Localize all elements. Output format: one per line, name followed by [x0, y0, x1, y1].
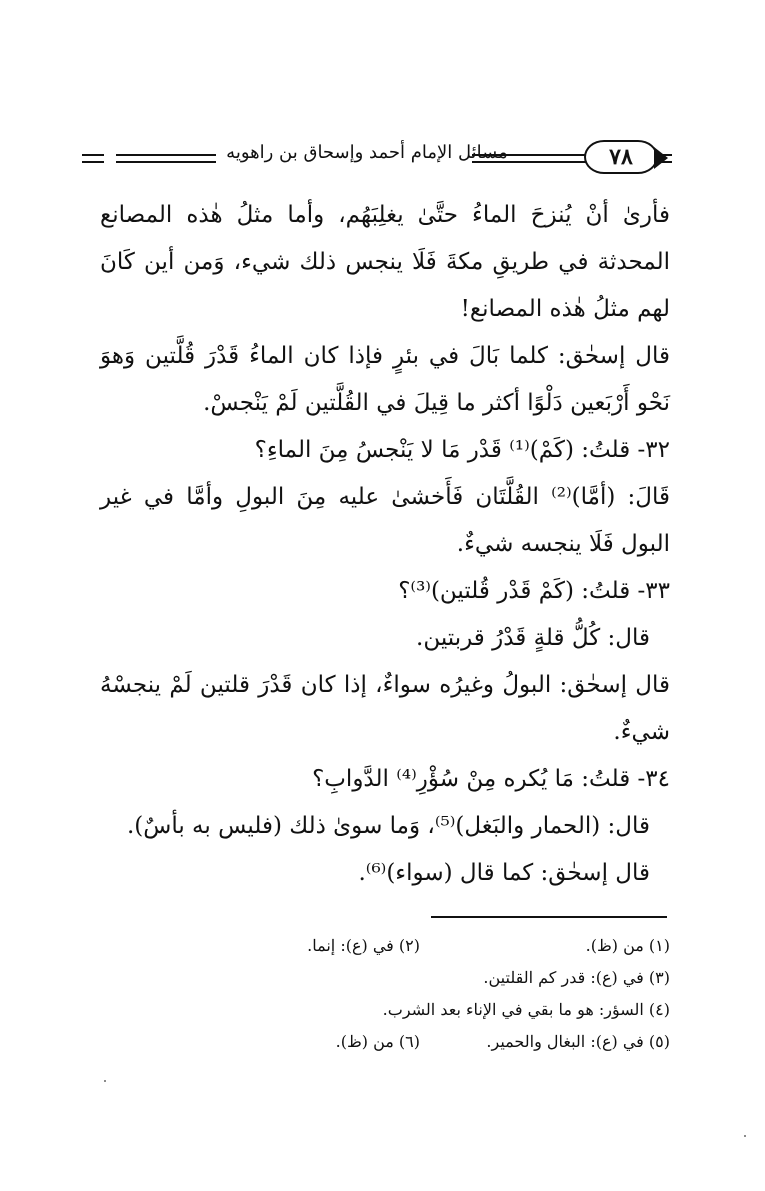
paragraph: قال إسحٰق: كما قال (سواء)⁽⁶⁾.: [358, 860, 650, 886]
paragraph: قال إسحٰق: كلما بَالَ في بئرٍ فإذا كان الماءُ قَدْرَ قُلَّتين وَهوَ نَحْو أَرْبَعين دَلْوًا أكثر ما قِيلَ في القُلَّتين لَمْ يَنْجسْ.: [100, 343, 670, 416]
question-34: ٣٤- قلتُ: مَا يُكره مِنْ سُؤْرِ⁽⁴⁾ الدَّوابِ؟: [312, 766, 670, 792]
footnote-row: [100, 930, 670, 962]
header-rule-left: [116, 154, 216, 163]
footnotes: [100, 930, 670, 1058]
footnote-1: (١) من (ظ).: [585, 936, 670, 955]
scan-speck: [104, 1080, 106, 1082]
footnote-row: [100, 994, 670, 1026]
footnote-2: (٢) في (ع): إنما.: [307, 936, 420, 955]
footnote-separator: [431, 916, 667, 918]
answer: قال: (الحمار والبَغل)⁽⁵⁾، وَما سوىٰ ذلك (فليس به بأسٌ).: [126, 813, 650, 839]
paragraph: فأرىٰ أنْ يُنزحَ الماءُ حتَّىٰ يغلِبَهُم، وأما مثلُ هٰذه المصانع المحدثة في طريقِ مكةَ فَلَا ينجس ذلك شيء، وَمن أين كَانَ لهم مثلُ هٰذه المصانع!: [100, 202, 670, 322]
question-33: ٣٣- قلتُ: (كَمْ قَدْر قُلتين)⁽³⁾؟: [398, 578, 670, 604]
header-rule-end: [82, 154, 104, 163]
main-text: [100, 192, 670, 897]
footnote-row: [100, 1026, 670, 1058]
page-number: ٧٨: [584, 140, 658, 174]
footnote-3: (٣) في (ع): قدر كم القلتين.: [483, 968, 670, 987]
answer: قال: كُلُّ قلةٍ قَدْرُ قربتين.: [416, 625, 650, 651]
running-title: مسائل الإمام أحمد وإسحاق بن راهويه: [226, 142, 508, 163]
footnote-4: (٤) السؤر: هو ما بقي في الإناء بعد الشرب.: [382, 1000, 670, 1019]
paragraph: قال إسحٰق: البولُ وغيرُه سواءٌ، إذا كان قَدْرَ قلتين لَمْ ينجسْهُ شيءٌ.: [100, 672, 670, 745]
page-header: [82, 140, 672, 176]
footnote-row: [100, 962, 670, 994]
scan-speck: [744, 1135, 746, 1137]
answer: قَالَ: (أمَّا)⁽²⁾ القُلَّتَان فَأَخشىٰ عليه مِنَ البولِ وأمَّا في غير البول فَلَا ينجسه شيءٌ.: [100, 484, 670, 557]
question-32: ٣٢- قلتُ: (كَمْ)⁽¹⁾ قَدْر مَا لا يَنْجسُ مِنَ الماءِ؟: [254, 437, 670, 463]
footnote-5: (٥) في (ع): البغال والحمير.: [486, 1032, 670, 1051]
footnote-6: (٦) من (ظ).: [335, 1032, 420, 1051]
